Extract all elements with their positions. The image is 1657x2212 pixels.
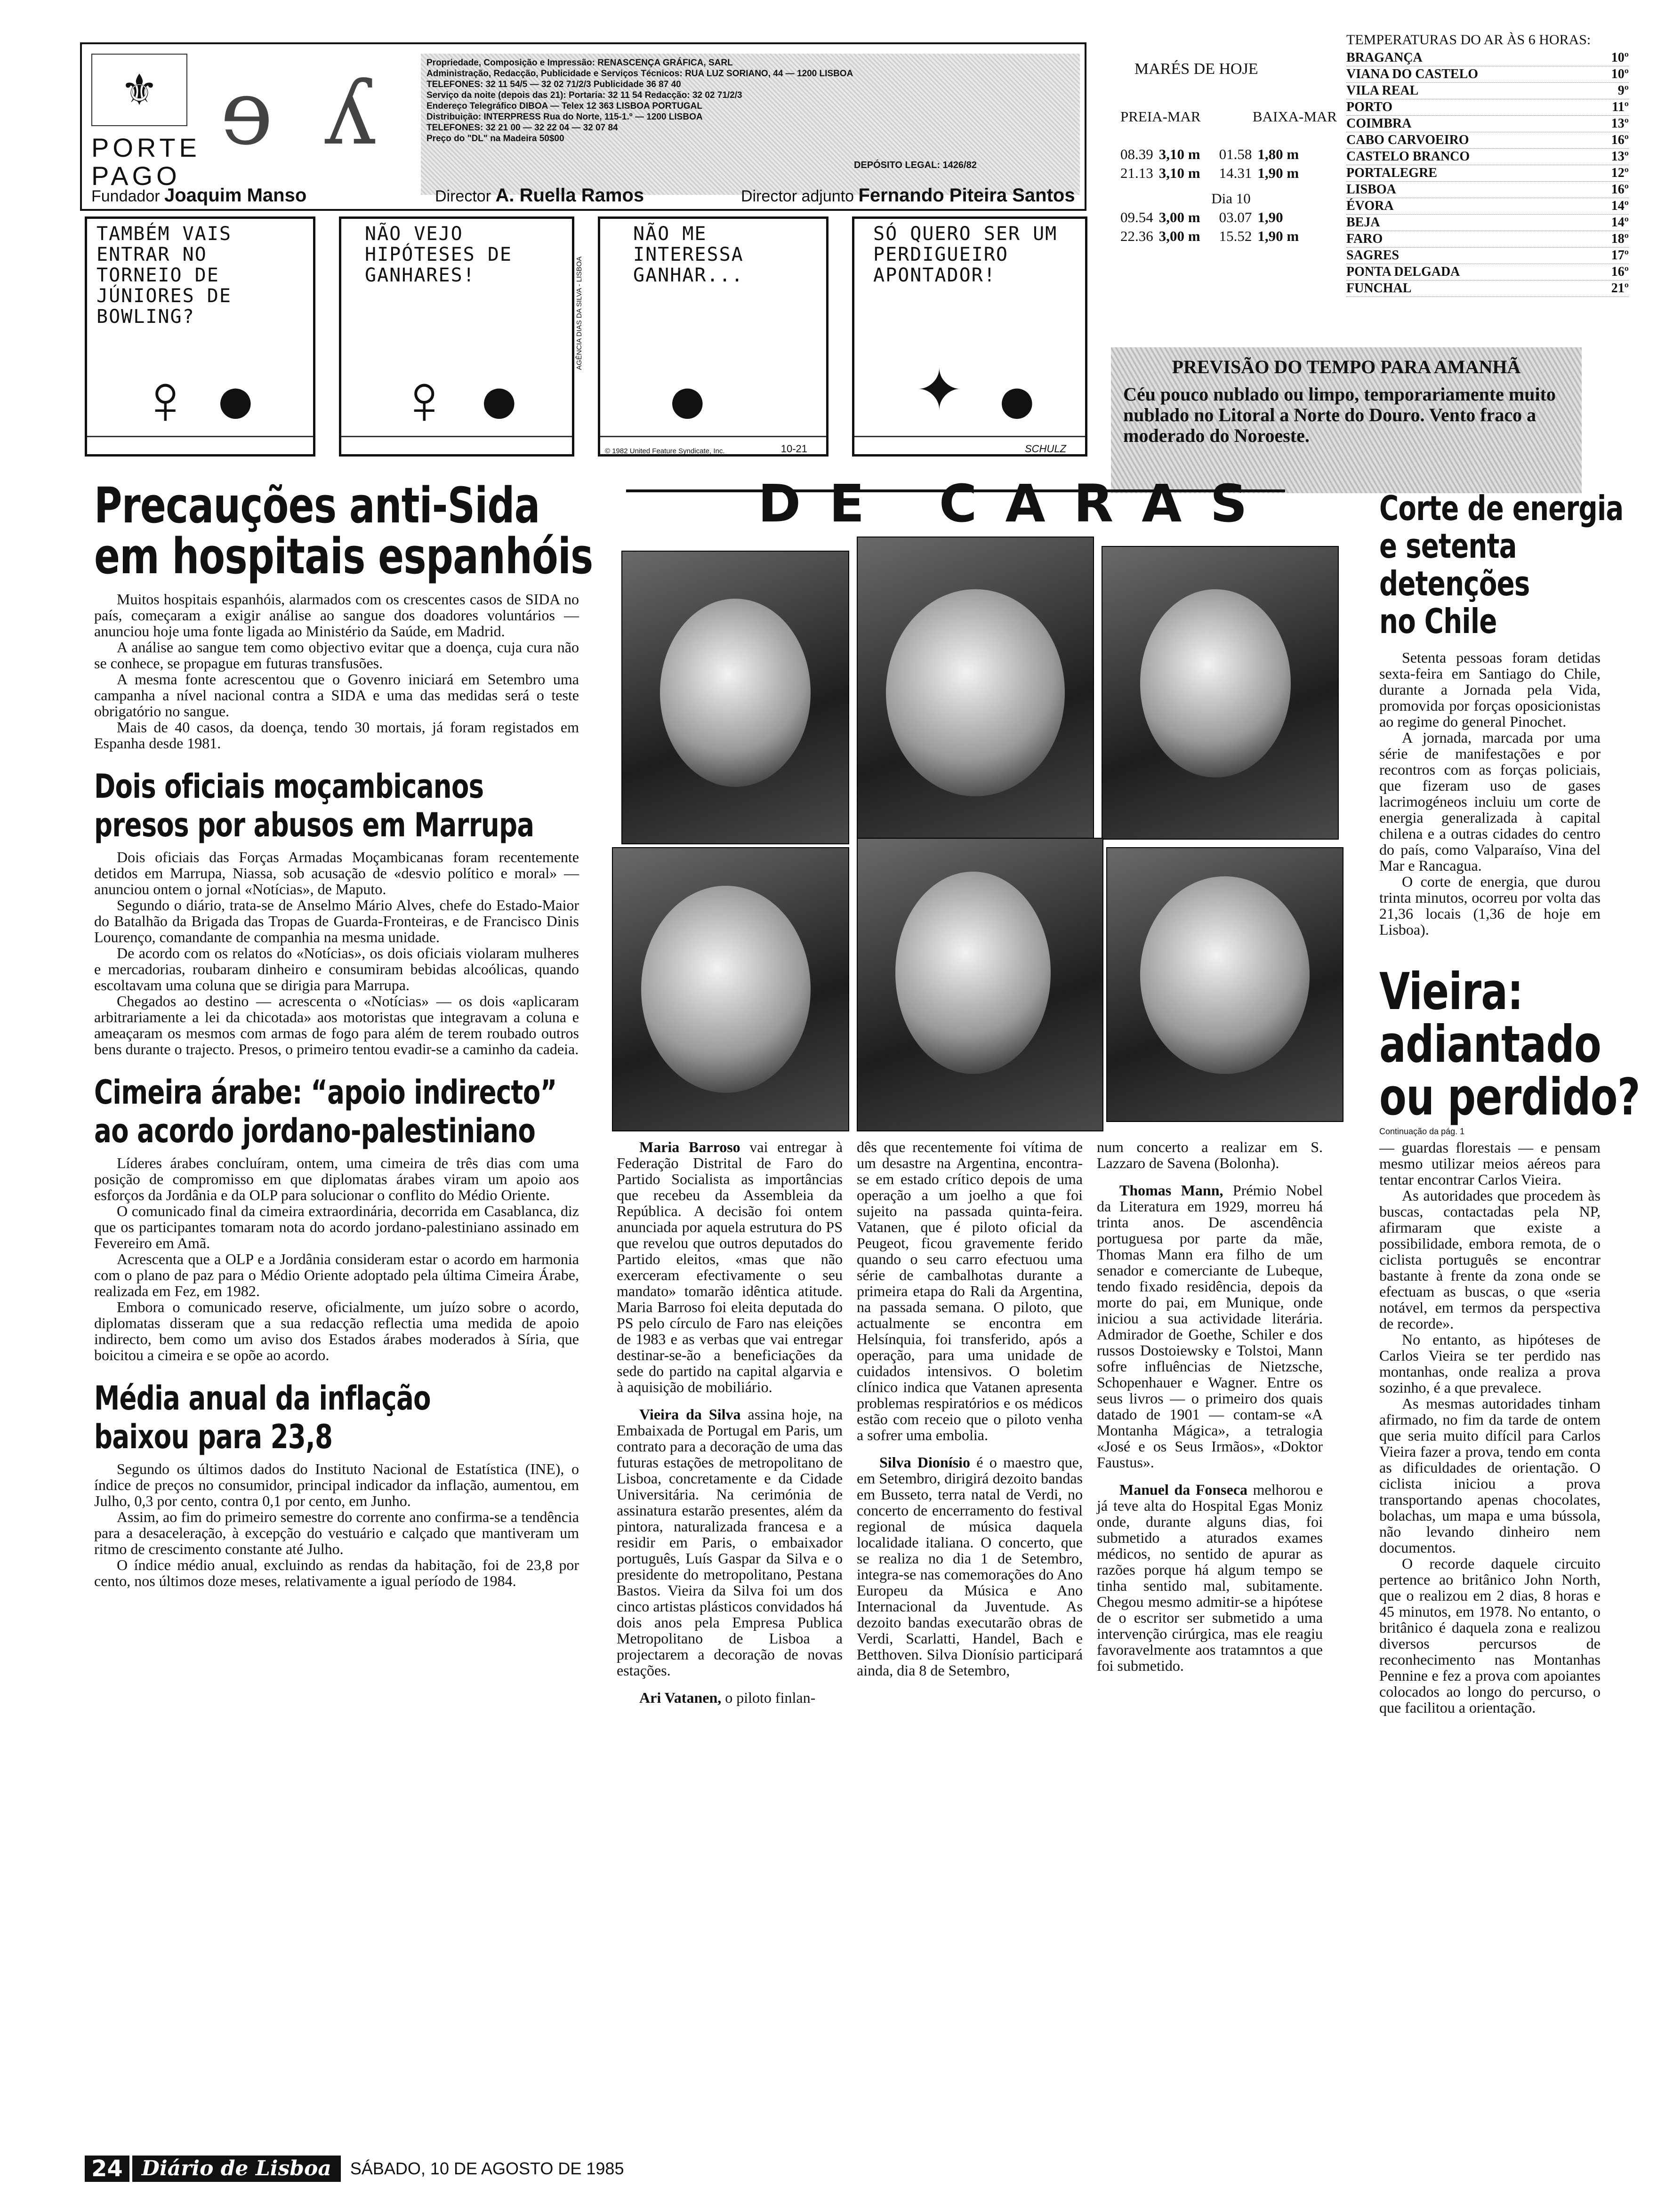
tide-height: 3,10 m	[1158, 146, 1200, 162]
forecast-box	[1111, 347, 1582, 493]
city-name: BRAGANÇA	[1346, 50, 1423, 65]
paragraph: Líderes árabes concluíram, ontem, uma cimeira de três dias com uma posição de compromisso em que diplomatas árabes viram um apoio aos esforços da Jordânia e da OLP para solucionar o conflito do Médio Oriente.	[94, 1154, 579, 1203]
headline-line: Cimeira árabe: “apoio indirecto”	[94, 1073, 557, 1112]
paragraph: De acordo com os relatos do «Notícias», os dois oficiais violaram mulheres e mercadorias, roubaram dinheiro e consumiram bebidas alcoólicas, quando escoltavam uma coluna que se dirigia para Marrupa.	[94, 945, 579, 994]
grass-line	[341, 436, 572, 449]
temperature-value: 14º	[1611, 215, 1629, 230]
page-number: 24	[85, 2156, 129, 2182]
agency-credit: AGÊNCIA DIAS DA SILVA - LISBOA	[575, 256, 583, 370]
tides-table	[1120, 107, 1342, 246]
tides-col-preia: PREIA-MAR	[1120, 108, 1201, 125]
comic-panel	[85, 216, 315, 457]
porte-pago-box	[91, 134, 201, 190]
headline-line: Dois oficiais moçambicanos	[94, 767, 484, 806]
masthead-info	[421, 54, 1080, 195]
temperature-value: 13º	[1611, 149, 1629, 164]
tide-time: 01.58	[1219, 146, 1252, 162]
paragraph: O recorde daquele circuito pertence ao britânico John North, que o realizou em 2 dias, 8 horas e 45 minutos, em 1978. No entanto, o britânico é daquela zona e realizou diversos percursos de reconhecimento nas Montanhas Pennine e fez a prova com apoiantes colocados ao longo do percurso, o que facilitou a orientação.	[1379, 1555, 1601, 1716]
headline-line: e setenta	[1379, 526, 1517, 566]
decaras-column-1	[617, 1139, 843, 1706]
signature: SCHULZ	[1024, 443, 1066, 455]
temperature-row	[1346, 66, 1629, 83]
headline	[94, 767, 534, 844]
paragraph: Acrescenta que a OLP e a Jordânia consideram estar o acordo em harmonia com o plano de paz para o Médio Oriente adoptado pela última Cimeira Árabe, realizada em Fez, em 1982.	[94, 1250, 579, 1299]
tide-row	[1120, 164, 1342, 183]
info-line: Administração, Redacção, Publicidade e Serviços Técnicos: RUA LUZ SORIANO, 44 — 1200 LISBOA	[426, 69, 853, 79]
temperature-row	[1346, 83, 1629, 99]
art-mocambique	[94, 767, 579, 1057]
continuation-note: Continuação da pág. 1	[1379, 1127, 1465, 1136]
temperature-row	[1346, 198, 1629, 215]
tide-time: 08.39	[1120, 146, 1153, 162]
decaras-banner	[607, 473, 1346, 534]
city-name: FUNCHAL	[1346, 281, 1412, 296]
headline-line: Precauções anti-Sida	[94, 477, 540, 534]
headline-line: adiantado	[1379, 1015, 1601, 1074]
tide-height: 3,00 m	[1158, 209, 1200, 225]
headline-line: baixou para 23,8	[94, 1418, 333, 1456]
paragraph: No entanto, as hipóteses de Carlos Vieira se ter perdido nas montanhas, onde realiza a prova sozinho, é a que prevalece.	[1379, 1331, 1601, 1396]
temperature-value: 10º	[1611, 67, 1629, 81]
tide-time: 03.07	[1219, 209, 1252, 225]
art-chile	[1379, 489, 1624, 938]
forecast-text: Céu pouco nublado ou limpo, temporariamente muito nublado no Litoral a Norte do Douro. Vento fraco a moderado do Noroeste.	[1123, 384, 1556, 446]
photo-vieira-da-silva	[857, 537, 1094, 849]
comic-panel	[339, 216, 583, 457]
art-inflacao	[94, 1379, 579, 1589]
tide-time: 15.52	[1219, 228, 1252, 244]
entry-text: é o maestro que, em Setembro, dirigirá dezoito bandas em Busseto, terra natal de Verdi, no concerto de encerramento do festival regional de música daquela localidade italiana. O concerto, que se realiza no dia 1 de Setembro, integra-se nas comemorações do Ano Europeu da Música e Ano Internacional da Juventude. As dezoito bandas executarão obras de Verdi, Scarlatti, Handel, Bach e Betthoven. Silva Dionísio participará ainda, dia 8 de Setembro,	[857, 1454, 1083, 1679]
city-name: COIMBRA	[1346, 116, 1412, 131]
headline-line: detenções	[1379, 564, 1530, 603]
city-name: VILA REAL	[1346, 83, 1419, 98]
paper-name: Diário de Lisboa	[132, 2156, 341, 2182]
pago-label: PAGO	[91, 161, 181, 191]
city-name: VIANA DO CASTELO	[1346, 67, 1479, 81]
paragraph: Dois oficiais das Forças Armadas Moçambicanas foram recentemente detidos em Marrupa, Niassa, sob acusação de «desvio político e moral» — anunciou ontem o jornal «Notícias», de Maputo.	[94, 849, 579, 898]
decaras-entry	[857, 1139, 1083, 1443]
tide-row	[1120, 208, 1342, 227]
info-line: Propriedade, Composição e Impressão: RENASCENÇA GRÁFICA, SARL	[426, 58, 733, 68]
entry-name: Vieira da Silva	[639, 1406, 741, 1423]
paragraph: Segundo o diário, trata-se de Anselmo Mário Alves, chefe do Estado-Maior do Batalhão da Brigada das Tropas de Guarda-Fronteiras, e de Francisco Dinis Lourenço, comandante de companhia na mesma unidade.	[94, 897, 579, 946]
temperature-value: 17º	[1611, 248, 1629, 263]
fundador-name: Joaquim Manso	[164, 185, 307, 206]
decaras-entry	[1097, 1182, 1323, 1470]
entry-text: o piloto finlan-	[725, 1689, 816, 1706]
headline-line: Corte de energia	[1379, 489, 1624, 528]
decaras-entry	[617, 1690, 843, 1706]
comic-speech: TAMBÉM VAIS ENTRAR NO TORNEIO DE JÚNIORES DE BOWLING?	[97, 223, 232, 328]
tide-row	[1120, 145, 1342, 164]
photo-ari-vatanen	[1102, 546, 1339, 840]
entry-text: vai entregar à Federação Distrital de Faro do Partido Socialista as importâncias que recebeu da Assembleia da República. A decisão foi ontem anunciada por aquela estrutura do PS que revelou que outros deputados do Partido eleitos, «mas que não exerceram efectivamente o seu mandato» tomarão idêntica atitude. Maria Barroso foi eleita deputada do PS pelo círculo de Faro nas eleições de 1983 e as verbas que vai entregar destinar-se-ão a beneficiações da sede do partido na capital algarvia e à aquisição de mobiliário.	[617, 1138, 843, 1395]
comic-speech: NÃO ME INTERESSA GANHAR...	[633, 223, 744, 286]
decaras-entry	[857, 1454, 1083, 1678]
temperature-value: 16º	[1611, 182, 1629, 197]
snoopy-figure-icon: ●	[214, 361, 257, 439]
weather-panel	[1102, 32, 1629, 503]
article-body	[1379, 1139, 1601, 1715]
temperatures-title: TEMPERATURAS DO AR ÀS 6 HORAS:	[1346, 32, 1591, 48]
info-line: Serviço da noite (depois das 21): Portaria: 32 11 54 Redacção: 32 02 71/2/3	[426, 90, 742, 100]
temperature-value: 21º	[1611, 281, 1629, 296]
paragraph: As autoridades que procedem às buscas, contactadas pela NP, afirmaram que existe a possibilidade, embora remota, de o ciclista português se encontrar bastante à frente da zona onde se efectuam as buscas, o que «seria notável, em termos da perspectiva de recorde».	[1379, 1187, 1601, 1332]
paragraph: O comunicado final da cimeira extraordinária, decorrida em Casablanca, diz que os participantes tomaram nota do acordo jordano-palestiniano assinado em Fevereiro em Amã.	[94, 1202, 579, 1251]
decaras-entry	[1097, 1482, 1323, 1674]
headline-line: presos por abusos em Marrupa	[94, 806, 534, 844]
photo-thomas-mann	[857, 838, 1103, 1131]
decaras-column-2	[857, 1139, 1083, 1678]
date-mark: 10-21	[780, 443, 807, 455]
temperature-row	[1346, 149, 1629, 165]
city-name: PORTO	[1346, 100, 1393, 114]
temperature-row	[1346, 50, 1629, 66]
left-column	[94, 477, 593, 1589]
paragraph: Segundo os últimos dados do Instituto Nacional de Estatística (INE), o índice de preços no consumidor, principal indicador da inflação, aumentou, em Julho, 0,3 por cento, contra 0,1 por cento, em Junho.	[94, 1460, 579, 1509]
city-name: PONTA DELGADA	[1346, 264, 1460, 279]
temperature-row	[1346, 248, 1629, 264]
porte-label: PORTE	[91, 133, 201, 162]
headline-line: no Chile	[1379, 601, 1497, 641]
temperature-row	[1346, 116, 1629, 132]
temperature-value: 14º	[1611, 199, 1629, 213]
decaras-title: DE CARAS	[758, 473, 1276, 534]
info-line: Preço do "DL" na Madeira 50$00	[426, 134, 564, 144]
adjunto-name: Fernando Piteira Santos	[858, 185, 1075, 206]
art-cimeira	[94, 1073, 579, 1363]
tide-time: 21.13	[1120, 165, 1153, 181]
city-name: LISBOA	[1346, 182, 1396, 197]
sketch-drawing-icon: ɘ	[220, 60, 273, 165]
director-label: Director	[435, 187, 491, 205]
headline-line: ou perdido?	[1379, 1068, 1640, 1127]
paragraph: — guardas florestais — e pensam mesmo utilizar meios aéreos para tentar encontrar Carlos Vieira.	[1379, 1139, 1601, 1188]
city-name: ÉVORA	[1346, 199, 1394, 213]
headline-line: Média anual da inflação	[94, 1379, 431, 1418]
photo-maria-barroso	[621, 551, 849, 844]
art-sida	[94, 477, 593, 752]
temperature-row	[1346, 165, 1629, 182]
paragraph: A jornada, marcada por uma série de manifestações e por recontros com as forças policiais, que fizeram uso de gases lacrimogéneos incluiu um corte de energia generalizada à capital chilena e a outras cidades do centro do país, como Valparaíso, Vina del Mar e Rancagua.	[1379, 729, 1601, 874]
paragraph: A análise ao sangue tem como objectivo evitar que a doença, cuja cura não se conhece, se propague em futuras transfusões.	[94, 639, 579, 672]
temperature-row	[1346, 132, 1629, 149]
snoopy-figure-icon: ●	[996, 361, 1038, 439]
comic-panel	[598, 216, 828, 457]
tide-time: 14.31	[1219, 165, 1252, 181]
entry-text: dês que recentemente foi vítima de um desastre na Argentina, encontra-se em estado crítico depois de uma operação a um joelho a que foi sujeito na passada quinta-feira. Vatanen, que é piloto oficial da Peugeot, ficou gravemente ferido quando o seu carro efectuou uma série de cambalhotas durante a primeira etapa do Rali da Argentina, na passada semana. O piloto, que actualmente se encontra em Helsínquia, foi transferido, após a operação, para uma unidade de cuidados intensivos. O boletim clínico indica que Vatanen apresenta problemas respiratórios e os médicos estão com receio que o piloto venha a sofrer uma embolia.	[857, 1138, 1083, 1443]
tide-day-label: Dia 10	[1211, 190, 1251, 207]
art-vieira	[1379, 962, 1640, 1716]
comic-speech: NÃO VEJO HIPÓTESES DE GANHARES!	[365, 223, 512, 286]
tide-height: 1,90 m	[1257, 165, 1299, 181]
entry-text: num concerto a realizar em S. Lazzaro de Savena (Bolonha).	[1097, 1138, 1323, 1171]
fundador-label: Fundador	[91, 187, 160, 205]
decaras-entry	[1097, 1139, 1323, 1171]
forecast-title: PREVISÃO DO TEMPO PARA AMANHÃ	[1172, 356, 1521, 377]
article-body	[94, 1461, 579, 1589]
tide-height: 3,00 m	[1158, 228, 1200, 244]
paragraph: As mesmas autoridades tinham afirmado, no fim da tarde de ontem que seria muito difícil para Carlos Vieira fazer a prova, tendo em conta as dificuldades de orientação. O ciclista iniciou a prova transportando apenas chocolates, bolachas, um mapa e uma bússola, não levando dinheiro nem documentos.	[1379, 1395, 1601, 1556]
city-name: FARO	[1346, 232, 1383, 246]
paragraph: O corte de energia, que durou trinta minutos, ocorreu por volta das 21,36 locais (1,36 de hoje em Lisboa).	[1379, 873, 1601, 938]
masthead	[80, 42, 1086, 211]
footer-date: SÁBADO, 10 DE AGOSTO DE 1985	[350, 2159, 624, 2178]
headline	[94, 477, 593, 585]
tides-col-baixa: BAIXA-MAR	[1252, 108, 1337, 125]
snoopy-figure-icon: ●	[478, 361, 521, 439]
tide-height: 3,10 m	[1158, 165, 1200, 181]
temperature-value: 10º	[1611, 50, 1629, 65]
entry-text: assina hoje, na Embaixada de Portugal em Paris, um contrato para a decoração de uma das futuras estações de metropolitano de Lisboa, concretamente e da Cidade Universitária. Na cerimónia de assinatura estarão presentes, além da pintora, naturalizada francesa e a residir em Paris, o embaixador português, Luís Gaspar da Silva e o presidente do metropolitano, Pestana Bastos. Vieira da Silva foi um dos cinco artistas plásticos convidados há dois anos pela Empresa Publica Metropolitano de Lisboa a projectarem a decoração de novas estações.	[617, 1406, 843, 1679]
temperature-row	[1346, 182, 1629, 198]
headline	[94, 1379, 472, 1456]
article-body	[94, 591, 579, 751]
info-line: Endereço Telegráfico DIBOA — Telex 12 363 LISBOA PORTUGAL	[426, 101, 702, 111]
temperature-row	[1346, 231, 1629, 248]
decaras-entry	[617, 1406, 843, 1678]
decaras-entry	[617, 1139, 843, 1395]
headline	[1379, 962, 1640, 1127]
tide-time: 22.36	[1120, 228, 1153, 244]
copyright: © 1982 United Feature Syndicate, Inc.	[605, 447, 725, 455]
entry-name: Silva Dionísio	[879, 1454, 970, 1471]
paragraph: O índice médio anual, excluindo as rendas da habitação, foi de 23,8 por cento, nos últimos doze meses, relativamente a igual período de 1984.	[94, 1556, 579, 1589]
entry-name: Maria Barroso	[639, 1138, 740, 1155]
decaras-column-3	[1097, 1139, 1323, 1674]
snoopy-figure-icon: ●	[666, 361, 709, 439]
tide-height: 1,90	[1257, 209, 1283, 225]
info-line: Distribuição: INTERPRESS Rua do Norte, 115-1.º — 1200 LISBOA	[426, 112, 703, 122]
info-line: TELEFONES: 32 11 54/5 — 32 02 71/2/3 Publicidade 36 87 40	[426, 80, 681, 89]
temperature-row	[1346, 215, 1629, 231]
paragraph: Assim, ao fim do primeiro semestre do corrente ano confirma-se a tendência para a desaceleração, à excepção do vestuário e calçado que mantiveram um ritmo de crescimento constante até Julho.	[94, 1508, 579, 1557]
tide-row	[1120, 227, 1342, 246]
entry-text: Prémio Nobel da Literatura em 1929, morreu há trinta anos. De ascendência portuguesa por parte da mãe, Thomas Mann era filho de um senador e comerciante de Lubeque, tendo fixado residência, depois da morte do pai, em Munique, onde iniciou a sua actividade literária. Admirador de Goethe, Schiler e dos russos Dostoiewsky e Tolstoi, Mann sofre influências de Nietzsche, Schopenhauer e Wagner. Entre os seus livros — o primeiro dos quais datado de 1901 — contam-se «A Montanha Mágica», a tetralogia «José e os Seus Irmãos», «Doktor Faustus».	[1097, 1182, 1323, 1471]
temperature-row	[1346, 99, 1629, 116]
article-body	[1379, 649, 1601, 938]
entry-text: melhorou e já teve alta do Hospital Egas Moniz onde, durante alguns dias, foi submetido a aturados exames médicos, no sentido de apurar as razões porque há algum tempo se tinha sentido mal, subitamente. Chegou mesmo admitir-se a hipótese de o escritor ser submetido a uma intervenção cirúrgica, mas ele reagiu favoravelmente aos tratamntos a que foi submetido.	[1097, 1481, 1323, 1674]
city-name: CABO CARVOEIRO	[1346, 133, 1469, 147]
info-line: TELEFONES: 32 21 00 — 32 22 04 — 32 07 84	[426, 123, 618, 133]
headline	[1379, 489, 1624, 641]
headline-line: Vieira:	[1379, 962, 1523, 1021]
tide-height: 1,80 m	[1257, 146, 1299, 162]
temperature-value: 9º	[1617, 83, 1629, 98]
sketch-drawing-icon: ʎ	[325, 60, 376, 165]
photo-silva-dionisio	[612, 847, 849, 1131]
temperature-value: 11º	[1612, 100, 1629, 114]
temperature-row	[1346, 264, 1629, 281]
director-name: A. Ruella Ramos	[495, 185, 644, 206]
coat-of-arms-icon: ⚜	[91, 54, 187, 126]
paragraph: Mais de 40 casos, da doença, tendo 30 mortais, já foram registados em Espanha desde 1981.	[94, 719, 579, 752]
paragraph: Setenta pessoas foram detidas sexta-feira em Santiago do Chile, durante a Jornada pela Vida, promovida por forças oposicionistas ao regime do general Pinochet.	[1379, 649, 1601, 730]
comic-panel	[852, 216, 1087, 457]
paragraph: A mesma fonte acrescentou que o Govenro iniciará em Setembro uma campanha a nível nacional contra a SIDA e uma das medidas será o teste obrigatório no sangue.	[94, 671, 579, 720]
tide-height: 1,90 m	[1257, 228, 1299, 244]
paragraph: Muitos hospitais espanhóis, alarmados com os crescentes casos de SIDA no país, começaram a exigir análise ao sangue dos doadores voluntários — anunciou hoje uma fonte ligada ao Ministério da Saúde, em Madrid.	[94, 591, 579, 640]
city-name: BEJA	[1346, 215, 1380, 230]
page-footer	[85, 2156, 624, 2182]
deposito-legal: DEPÓSITO LEGAL: 1426/82	[854, 160, 977, 170]
temperatures-table	[1346, 32, 1629, 297]
headline-line: ao acordo jordano-palestiniano	[94, 1112, 536, 1150]
tides-title: MARÉS DE HOJE	[1134, 60, 1258, 78]
entry-name: Ari Vatanen,	[639, 1689, 722, 1706]
temperature-value: 13º	[1611, 116, 1629, 131]
city-name: CASTELO BRANCO	[1346, 149, 1470, 164]
temperature-value: 16º	[1611, 133, 1629, 147]
temperature-value: 12º	[1611, 166, 1629, 180]
adjunto-label: Director adjunto	[741, 187, 854, 205]
entry-name: Thomas Mann,	[1119, 1182, 1223, 1199]
paragraph: Chegados ao destino — acrescenta o «Notícias» — os dois «aplicaram arbitrariamente a lei da chicotada» aos motoristas que integravam a coluna e ameaçaram os mesmos com armas de fogo para além de terem roubado outros bens durante o trajecto. Presos, o primeiro tentou evadir-se a caminho da cadeia.	[94, 993, 579, 1058]
headline-line: em hospitais espanhóis	[94, 528, 593, 585]
photo-manuel-da-fonseca	[1106, 847, 1343, 1122]
article-body	[94, 1155, 579, 1363]
girl-figure-icon: ♀	[398, 361, 451, 439]
headline	[94, 1073, 557, 1150]
temperature-value: 18º	[1611, 232, 1629, 246]
woodstock-figure-icon: ✦	[916, 359, 963, 422]
tide-time: 09.54	[1120, 209, 1153, 225]
temperature-value: 16º	[1611, 264, 1629, 279]
article-body	[94, 849, 579, 1057]
grass-line	[87, 436, 313, 449]
right-column	[1379, 489, 1640, 1716]
entry-name: Manuel da Fonseca	[1119, 1481, 1248, 1498]
temperature-row	[1346, 281, 1629, 297]
city-name: PORTALEGRE	[1346, 166, 1437, 180]
comic-speech: SÓ QUERO SER UM PERDIGUEIRO APONTADOR!	[873, 223, 1058, 286]
paragraph: Embora o comunicado reserve, oficialmente, um juízo sobre o acordo, diplomatas disseram que a sua redacção reflectia uma medida de apoio indirecto, bem como um aviso dos Estados árabes moderados à Síria, que boicitou a cimeira e se opõe ao acordo.	[94, 1298, 579, 1363]
city-name: SAGRES	[1346, 248, 1400, 263]
girl-figure-icon: ♀	[139, 361, 192, 439]
masthead-credits	[82, 183, 1085, 206]
